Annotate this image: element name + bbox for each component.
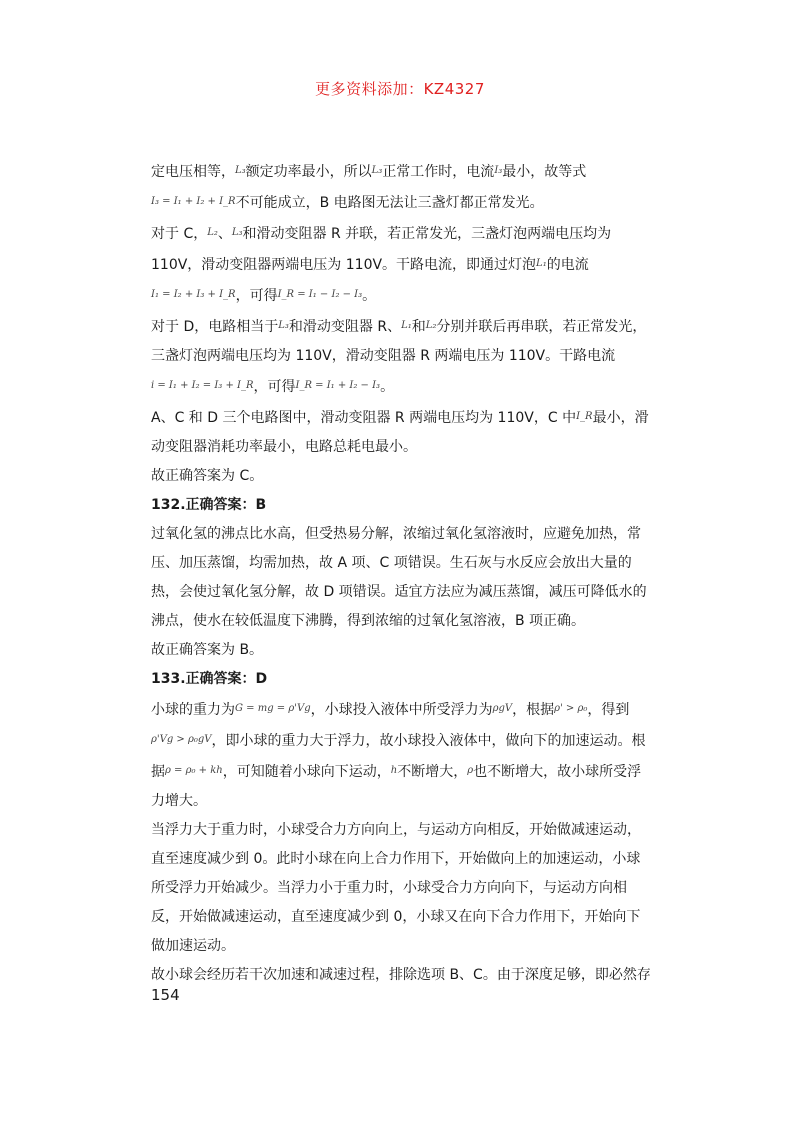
formula: L₁ — [401, 320, 412, 331]
formula: L₃ — [235, 165, 246, 176]
text: ，小球投入液体中所受浮力为 — [310, 702, 493, 718]
text: ，即小球的重力大于浮力，故小球投入液体中，做向下的加速运动。根据 — [151, 733, 646, 780]
formula: L₂ — [207, 227, 218, 238]
formula: L₂ — [425, 320, 437, 331]
text: ，可得 — [235, 288, 278, 304]
text: 对于 C， — [151, 226, 208, 242]
text: 小球的重力为 — [151, 702, 235, 718]
formula: L₃ — [278, 320, 289, 331]
paragraph: 故正确答案为 B。 — [151, 642, 264, 658]
formula: ρ' > ρ₀ — [554, 703, 588, 714]
formula: I₃ = I₁ + I₂ + I_R — [151, 196, 236, 207]
text: 和滑动变阻器 R 并联，若正常发光，三盏灯泡两端电压均为 110V，滑动变阻器两端电压为 110V。干路电流，即通过灯泡 — [151, 226, 612, 273]
text: ，根据 — [512, 702, 555, 718]
text: 对于 D，电路相当于 — [151, 319, 279, 335]
answer-heading: 133.正确答案：D — [151, 671, 268, 687]
paragraph: 故小球会经历若干次加速和减速过程，排除选项 B、C。由于深度足够，即必然存 — [151, 967, 651, 983]
text: 最小，滑动变阻器消耗功率最小，电路总耗电最小。 — [151, 410, 649, 455]
formula: L₃ — [371, 165, 383, 176]
text: 和滑动变阻器 R、 — [288, 319, 402, 335]
paragraph — [151, 218, 651, 311]
text: 额定功率最小，所以 — [245, 164, 372, 180]
text: 分别并联后再串联，若正常发光，三盏灯泡两端电压均为 110V，滑动变阻器 R 两端电压为 110V。干路电流 — [151, 319, 647, 364]
text: 最小，故等式 — [502, 164, 587, 180]
formula: G = mg = ρ'Vg — [235, 703, 311, 714]
page-number: 154 — [151, 986, 180, 1004]
text: 的电流 — [546, 257, 589, 273]
text: 。 — [362, 288, 377, 304]
text: ，可得 — [253, 379, 296, 395]
paragraph — [151, 311, 651, 402]
paragraph: 过氧化氢的沸点比水高，但受热易分解，浓缩过氧化氢溶液时，应避免加热，常压、加压蒸馏，均需加热，故 A 项、C 项错误。生石灰与水反应会放出大量的热，会使过氧化氢分解，故 D 项错误。适宜方法应为减压蒸馏，减压可降低水的沸点，使水在较低温度下沸腾，得到浓缩的过氧化氢溶液，B 项正确。 — [151, 526, 647, 629]
formula: I_R = I₁ − I₂ − I₃ — [277, 289, 363, 300]
formula: L₁ — [536, 258, 547, 269]
text: 正常工作时，电流 — [382, 164, 495, 180]
text: ，得到 — [587, 702, 630, 718]
text: 、 — [217, 226, 232, 242]
formula: h — [390, 765, 398, 776]
paragraph — [151, 402, 651, 462]
formula: I_R = I₁ + I₂ − I₃ — [295, 380, 381, 391]
text: 和 — [411, 319, 426, 335]
text: 也不断增大，故小球所受浮力增大。 — [151, 764, 642, 809]
paragraph: 故正确答案为 C。 — [151, 468, 264, 484]
text: 不断增大， — [397, 764, 468, 780]
document-body — [151, 156, 651, 990]
text: 。 — [380, 379, 395, 395]
text: A、C 和 D 三个电路图中，滑动变阻器 R 两端电压均为 110V，C 中 — [151, 410, 577, 426]
formula: L₃ — [231, 227, 243, 238]
paragraph — [151, 694, 651, 816]
formula: i = I₁ + I₂ = I₃ + I_R — [151, 380, 254, 391]
paragraph — [151, 156, 651, 218]
formula: I_R — [576, 411, 593, 422]
formula: ρ = ρ₀ + kh — [165, 765, 223, 776]
paragraph: 当浮力大于重力时，小球受合力方向向上，与运动方向相反，开始做减速运动，直至速度减少到 0。此时小球在向上合力作用下，开始做向上的加速运动，小球所受浮力开始减少。当浮力小于重力时，小球受合力方向向下，与运动方向相反，开始做减速运动，直至速度减少到 0，小球又在向下合力作用下，开始向下做加速运动。 — [151, 822, 641, 954]
formula: ρgV — [492, 703, 513, 714]
text: ，可知随着小球向下运动， — [222, 764, 391, 780]
formula: I₃ — [494, 165, 503, 176]
promo-header: 更多资料添加：KZ4327 — [315, 80, 485, 98]
formula: I₁ = I₂ + I₃ + I_R — [151, 289, 236, 300]
text: 不可能成立，B 电路图无法让三盏灯都正常发光。 — [235, 195, 544, 211]
text: 定电压相等， — [151, 164, 235, 180]
answer-heading: 132.正确答案：B — [151, 497, 267, 513]
formula: ρ'Vg > ρ₀gV — [151, 734, 212, 745]
formula: ρ — [467, 765, 474, 776]
